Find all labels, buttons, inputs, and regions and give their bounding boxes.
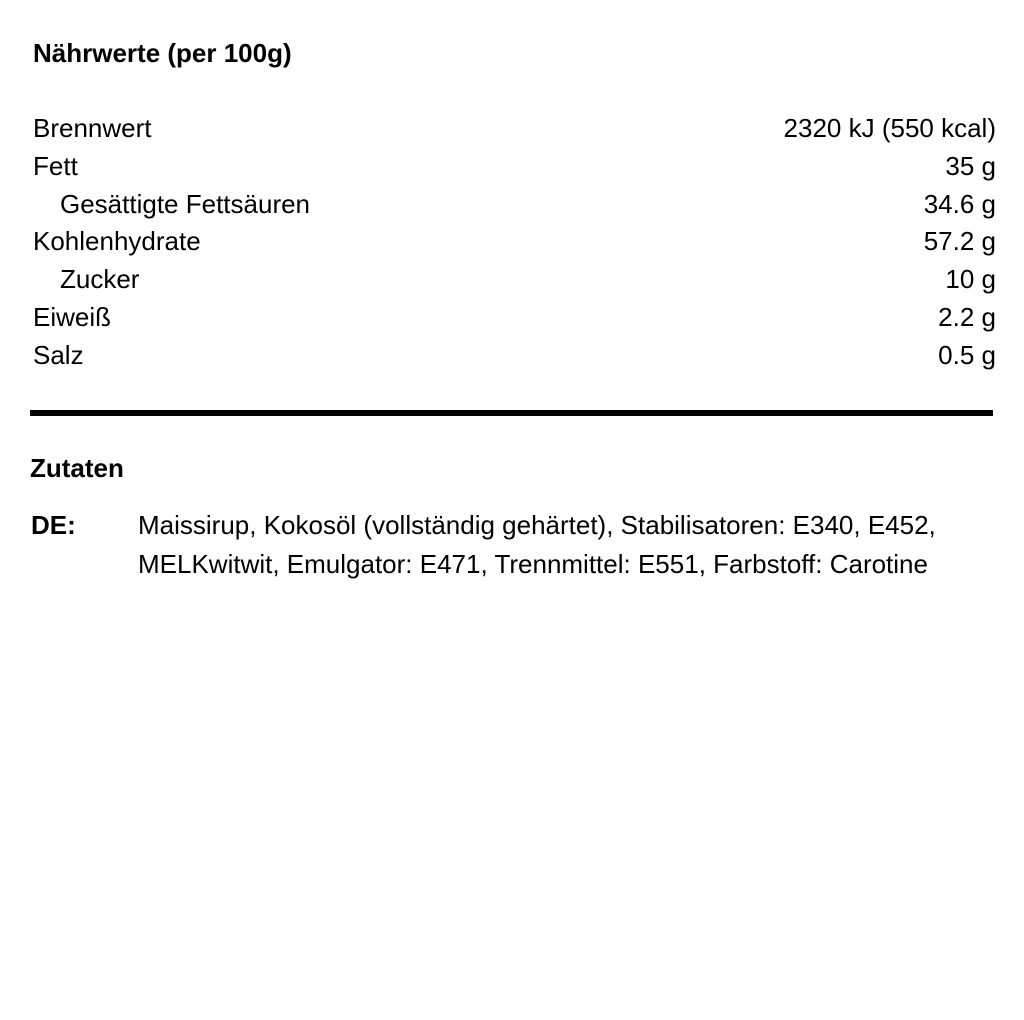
- nutrient-label: Zucker: [60, 264, 140, 295]
- ingredients-text: Maissirup, Kokosöl (vollständig gehärtet), Stabilisatoren: E340, E452, MELKwitwit, Emulgator: E471, Trennmittel: E551, Farbstoff: Carotine: [138, 510, 936, 579]
- nutrient-value: 2.2 g: [938, 301, 996, 332]
- nutrient-value: 34.6 g: [923, 188, 996, 219]
- nutrition-row-fat: [33, 148, 996, 186]
- nutrition-row-sugar: [33, 261, 996, 299]
- ingredients-title: Zutaten: [30, 453, 124, 483]
- nutrition-row-carbohydrates: [33, 223, 996, 261]
- nutrition-table: [33, 110, 996, 375]
- nutrition-title: Nährwerte (per 100g): [33, 38, 292, 68]
- nutrient-value: 2320 kJ (550 kcal): [783, 113, 996, 143]
- nutrition-row-saturated-fat: [33, 186, 996, 224]
- nutrient-label: Fett: [33, 150, 78, 181]
- nutrient-label: Kohlenhydrate: [33, 226, 201, 257]
- nutrient-value: 57.2 g: [923, 226, 996, 257]
- language-code: DE:: [31, 510, 76, 540]
- nutrient-value: 10 g: [945, 264, 996, 295]
- nutrition-row-energy: [33, 110, 996, 148]
- nutrition-row-protein: [33, 299, 996, 337]
- nutrient-label: Eiweiß: [33, 301, 112, 332]
- nutrient-label: Gesättigte Fettsäuren: [60, 188, 311, 219]
- nutrient-label: Salz: [33, 339, 84, 370]
- nutrition-row-salt: [33, 337, 996, 375]
- nutrient-value: 35 g: [945, 150, 996, 181]
- nutrient-label: Brennwert: [33, 113, 152, 143]
- nutrient-value: 0.5 g: [938, 339, 996, 370]
- section-divider: [30, 410, 993, 416]
